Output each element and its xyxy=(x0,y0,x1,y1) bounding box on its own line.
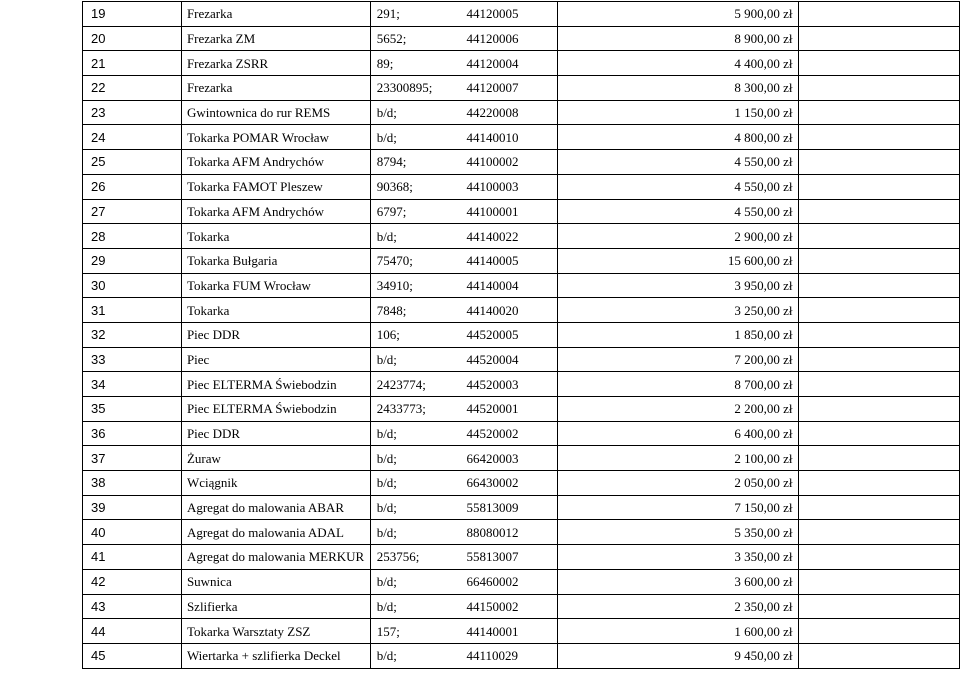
asset-value-cell: 9 450,00 zł xyxy=(557,643,799,668)
asset-name-cell: Frezarka ZSRR xyxy=(181,51,370,76)
table-row xyxy=(83,347,960,372)
serial-inventory-cell xyxy=(370,224,557,249)
table-row xyxy=(83,643,960,668)
asset-value-cell: 7 150,00 zł xyxy=(557,495,799,520)
table-row xyxy=(83,446,960,471)
empty-cell xyxy=(799,569,960,594)
table-row xyxy=(83,51,960,76)
serial-inventory-cell xyxy=(370,372,557,397)
table-row xyxy=(83,619,960,644)
serial-inventory-cell xyxy=(370,594,557,619)
inventory-number: 55813009 xyxy=(466,500,519,516)
table-row xyxy=(83,372,960,397)
asset-value-cell: 2 900,00 zł xyxy=(557,224,799,249)
serial-number: b/d; xyxy=(376,129,397,145)
asset-value-cell: 1 850,00 zł xyxy=(557,322,799,347)
serial-number: 34910; xyxy=(376,277,413,293)
row-number-cell: 38 xyxy=(83,471,182,496)
table-row xyxy=(83,2,960,27)
table-row xyxy=(83,174,960,199)
empty-cell xyxy=(799,125,960,150)
asset-value-cell: 8 900,00 zł xyxy=(557,26,799,51)
inventory-number: 66430002 xyxy=(466,475,519,491)
serial-inventory-cell xyxy=(370,248,557,273)
serial-number: b/d; xyxy=(376,574,397,590)
inventory-number: 44520001 xyxy=(466,401,519,417)
asset-value-cell: 5 350,00 zł xyxy=(557,520,799,545)
serial-number: 90368; xyxy=(376,179,413,195)
inventory-number: 55813007 xyxy=(466,549,519,565)
serial-inventory-cell xyxy=(370,643,557,668)
row-number-cell: 33 xyxy=(83,347,182,372)
serial-number: b/d; xyxy=(376,105,397,121)
empty-cell xyxy=(799,51,960,76)
asset-name-cell: Frezarka xyxy=(181,76,370,101)
table-row xyxy=(83,471,960,496)
serial-number: 75470; xyxy=(376,253,413,269)
asset-name-cell: Piec xyxy=(181,347,370,372)
serial-number: b/d; xyxy=(376,475,397,491)
asset-value-cell: 8 300,00 zł xyxy=(557,76,799,101)
serial-inventory-cell xyxy=(370,569,557,594)
serial-inventory-cell xyxy=(370,397,557,422)
asset-table-body xyxy=(83,2,960,669)
asset-name-cell: Tokarka AFM Andrychów xyxy=(181,150,370,175)
asset-name-cell: Agregat do malowania MERKUR xyxy=(181,545,370,570)
asset-name-cell: Frezarka ZM xyxy=(181,26,370,51)
asset-value-cell: 4 800,00 zł xyxy=(557,125,799,150)
asset-value-cell: 6 400,00 zł xyxy=(557,421,799,446)
empty-cell xyxy=(799,520,960,545)
inventory-number: 88080012 xyxy=(466,524,519,540)
row-number-cell: 40 xyxy=(83,520,182,545)
table-row xyxy=(83,26,960,51)
empty-cell xyxy=(799,471,960,496)
empty-cell xyxy=(799,26,960,51)
row-number-cell: 34 xyxy=(83,372,182,397)
asset-name-cell: Agregat do malowania ABAR xyxy=(181,495,370,520)
row-number-cell: 35 xyxy=(83,397,182,422)
asset-name-cell: Frezarka xyxy=(181,2,370,27)
row-number-cell: 44 xyxy=(83,619,182,644)
row-number-cell: 36 xyxy=(83,421,182,446)
asset-value-cell: 8 700,00 zł xyxy=(557,372,799,397)
serial-inventory-cell xyxy=(370,322,557,347)
row-number-cell: 41 xyxy=(83,545,182,570)
asset-value-cell: 4 400,00 zł xyxy=(557,51,799,76)
serial-inventory-cell xyxy=(370,273,557,298)
empty-cell xyxy=(799,594,960,619)
inventory-number: 44520004 xyxy=(466,351,519,367)
inventory-number: 44120005 xyxy=(466,6,519,22)
asset-value-cell: 2 100,00 zł xyxy=(557,446,799,471)
serial-number: b/d; xyxy=(376,351,397,367)
asset-value-cell: 7 200,00 zł xyxy=(557,347,799,372)
asset-value-cell: 2 200,00 zł xyxy=(557,397,799,422)
serial-inventory-cell xyxy=(370,545,557,570)
inventory-number: 44520002 xyxy=(466,426,519,442)
asset-name-cell: Tokarka POMAR Wrocław xyxy=(181,125,370,150)
asset-value-cell: 4 550,00 zł xyxy=(557,174,799,199)
serial-number: b/d; xyxy=(376,598,397,614)
empty-cell xyxy=(799,174,960,199)
serial-inventory-cell xyxy=(370,100,557,125)
row-number-cell: 43 xyxy=(83,594,182,619)
row-number-cell: 25 xyxy=(83,150,182,175)
inventory-number: 66420003 xyxy=(466,450,519,466)
empty-cell xyxy=(799,372,960,397)
empty-cell xyxy=(799,76,960,101)
serial-inventory-cell xyxy=(370,495,557,520)
inventory-number: 44100003 xyxy=(466,179,519,195)
inventory-number: 44110029 xyxy=(466,648,519,664)
row-number-cell: 27 xyxy=(83,199,182,224)
table-row xyxy=(83,298,960,323)
serial-inventory-cell xyxy=(370,520,557,545)
empty-cell xyxy=(799,224,960,249)
asset-value-cell: 5 900,00 zł xyxy=(557,2,799,27)
serial-inventory-cell xyxy=(370,174,557,199)
empty-cell xyxy=(799,2,960,27)
asset-table xyxy=(82,1,960,669)
asset-value-cell: 3 950,00 zł xyxy=(557,273,799,298)
serial-number: 2423774; xyxy=(376,376,426,392)
serial-inventory-cell xyxy=(370,76,557,101)
empty-cell xyxy=(799,397,960,422)
serial-number: 8794; xyxy=(376,154,407,170)
asset-name-cell: Wciągnik xyxy=(181,471,370,496)
asset-name-cell: Tokarka xyxy=(181,298,370,323)
empty-cell xyxy=(799,150,960,175)
table-row xyxy=(83,495,960,520)
asset-value-cell: 1 600,00 zł xyxy=(557,619,799,644)
row-number-cell: 23 xyxy=(83,100,182,125)
inventory-number: 44120006 xyxy=(466,31,519,47)
serial-inventory-cell xyxy=(370,421,557,446)
serial-number: 291; xyxy=(376,6,400,22)
asset-name-cell: Piec DDR xyxy=(181,322,370,347)
table-row xyxy=(83,125,960,150)
asset-value-cell: 3 600,00 zł xyxy=(557,569,799,594)
asset-name-cell: Tokarka FAMOT Pleszew xyxy=(181,174,370,199)
inventory-number: 44120004 xyxy=(466,55,519,71)
row-number-cell: 39 xyxy=(83,495,182,520)
inventory-number: 66460002 xyxy=(466,574,519,590)
serial-number: b/d; xyxy=(376,228,397,244)
serial-number: 253756; xyxy=(376,549,420,565)
asset-name-cell: Tokarka xyxy=(181,224,370,249)
serial-number: 157; xyxy=(376,623,400,639)
asset-name-cell: Tokarka Bułgaria xyxy=(181,248,370,273)
inventory-number: 44520005 xyxy=(466,327,519,343)
asset-name-cell: Tokarka FUM Wrocław xyxy=(181,273,370,298)
inventory-number: 44140022 xyxy=(466,228,519,244)
serial-inventory-cell xyxy=(370,2,557,27)
table-row xyxy=(83,224,960,249)
table-row xyxy=(83,569,960,594)
serial-inventory-cell xyxy=(370,51,557,76)
row-number-cell: 42 xyxy=(83,569,182,594)
inventory-number: 44100002 xyxy=(466,154,519,170)
serial-number: b/d; xyxy=(376,524,397,540)
asset-name-cell: Żuraw xyxy=(181,446,370,471)
empty-cell xyxy=(799,495,960,520)
asset-name-cell: Tokarka Warsztaty ZSZ xyxy=(181,619,370,644)
asset-name-cell: Piec ELTERMA Świebodzin xyxy=(181,372,370,397)
inventory-number: 44100001 xyxy=(466,203,519,219)
serial-number: b/d; xyxy=(376,500,397,516)
row-number-cell: 20 xyxy=(83,26,182,51)
table-row xyxy=(83,322,960,347)
serial-inventory-cell xyxy=(370,619,557,644)
serial-number: 6797; xyxy=(376,203,407,219)
serial-number: b/d; xyxy=(376,426,397,442)
inventory-number: 44120007 xyxy=(466,80,519,96)
asset-name-cell: Wiertarka + szlifierka Deckel xyxy=(181,643,370,668)
asset-value-cell: 3 250,00 zł xyxy=(557,298,799,323)
row-number-cell: 21 xyxy=(83,51,182,76)
serial-number: 5652; xyxy=(376,31,407,47)
empty-cell xyxy=(799,545,960,570)
table-row xyxy=(83,248,960,273)
row-number-cell: 29 xyxy=(83,248,182,273)
serial-number: 7848; xyxy=(376,302,407,318)
serial-inventory-cell xyxy=(370,471,557,496)
serial-inventory-cell xyxy=(370,199,557,224)
empty-cell xyxy=(799,100,960,125)
empty-cell xyxy=(799,199,960,224)
serial-number: b/d; xyxy=(376,450,397,466)
inventory-number: 44140005 xyxy=(466,253,519,269)
row-number-cell: 32 xyxy=(83,322,182,347)
inventory-number: 44140004 xyxy=(466,277,519,293)
serial-inventory-cell xyxy=(370,446,557,471)
table-row xyxy=(83,76,960,101)
row-number-cell: 37 xyxy=(83,446,182,471)
row-number-cell: 30 xyxy=(83,273,182,298)
asset-name-cell: Szlifierka xyxy=(181,594,370,619)
serial-number: 2433773; xyxy=(376,401,426,417)
table-row xyxy=(83,520,960,545)
empty-cell xyxy=(799,421,960,446)
empty-cell xyxy=(799,322,960,347)
serial-number: 89; xyxy=(376,55,394,71)
asset-name-cell: Tokarka AFM Andrychów xyxy=(181,199,370,224)
serial-number: 23300895; xyxy=(376,80,433,96)
asset-name-cell: Piec ELTERMA Świebodzin xyxy=(181,397,370,422)
inventory-number: 44520003 xyxy=(466,376,519,392)
asset-value-cell: 15 600,00 zł xyxy=(557,248,799,273)
row-number-cell: 45 xyxy=(83,643,182,668)
serial-number: 106; xyxy=(376,327,400,343)
table-row xyxy=(83,199,960,224)
asset-name-cell: Gwintownica do rur REMS xyxy=(181,100,370,125)
asset-name-cell: Piec DDR xyxy=(181,421,370,446)
asset-value-cell: 3 350,00 zł xyxy=(557,545,799,570)
asset-value-cell: 4 550,00 zł xyxy=(557,150,799,175)
serial-inventory-cell xyxy=(370,26,557,51)
row-number-cell: 19 xyxy=(83,2,182,27)
inventory-number: 44150002 xyxy=(466,598,519,614)
table-row xyxy=(83,545,960,570)
serial-inventory-cell xyxy=(370,125,557,150)
empty-cell xyxy=(799,273,960,298)
inventory-number: 44220008 xyxy=(466,105,519,121)
table-row xyxy=(83,100,960,125)
inventory-number: 44140001 xyxy=(466,623,519,639)
empty-cell xyxy=(799,619,960,644)
table-row xyxy=(83,150,960,175)
inventory-number: 44140010 xyxy=(466,129,519,145)
empty-cell xyxy=(799,643,960,668)
table-row xyxy=(83,273,960,298)
serial-inventory-cell xyxy=(370,347,557,372)
empty-cell xyxy=(799,248,960,273)
row-number-cell: 22 xyxy=(83,76,182,101)
empty-cell xyxy=(799,446,960,471)
serial-number: b/d; xyxy=(376,648,397,664)
asset-value-cell: 2 350,00 zł xyxy=(557,594,799,619)
table-row xyxy=(83,421,960,446)
asset-value-cell: 2 050,00 zł xyxy=(557,471,799,496)
asset-name-cell: Suwnica xyxy=(181,569,370,594)
row-number-cell: 26 xyxy=(83,174,182,199)
row-number-cell: 24 xyxy=(83,125,182,150)
empty-cell xyxy=(799,298,960,323)
inventory-number: 44140020 xyxy=(466,302,519,318)
asset-name-cell: Agregat do malowania ADAL xyxy=(181,520,370,545)
serial-inventory-cell xyxy=(370,298,557,323)
asset-value-cell: 1 150,00 zł xyxy=(557,100,799,125)
row-number-cell: 28 xyxy=(83,224,182,249)
serial-inventory-cell xyxy=(370,150,557,175)
table-row xyxy=(83,397,960,422)
empty-cell xyxy=(799,347,960,372)
asset-value-cell: 4 550,00 zł xyxy=(557,199,799,224)
table-row xyxy=(83,594,960,619)
row-number-cell: 31 xyxy=(83,298,182,323)
